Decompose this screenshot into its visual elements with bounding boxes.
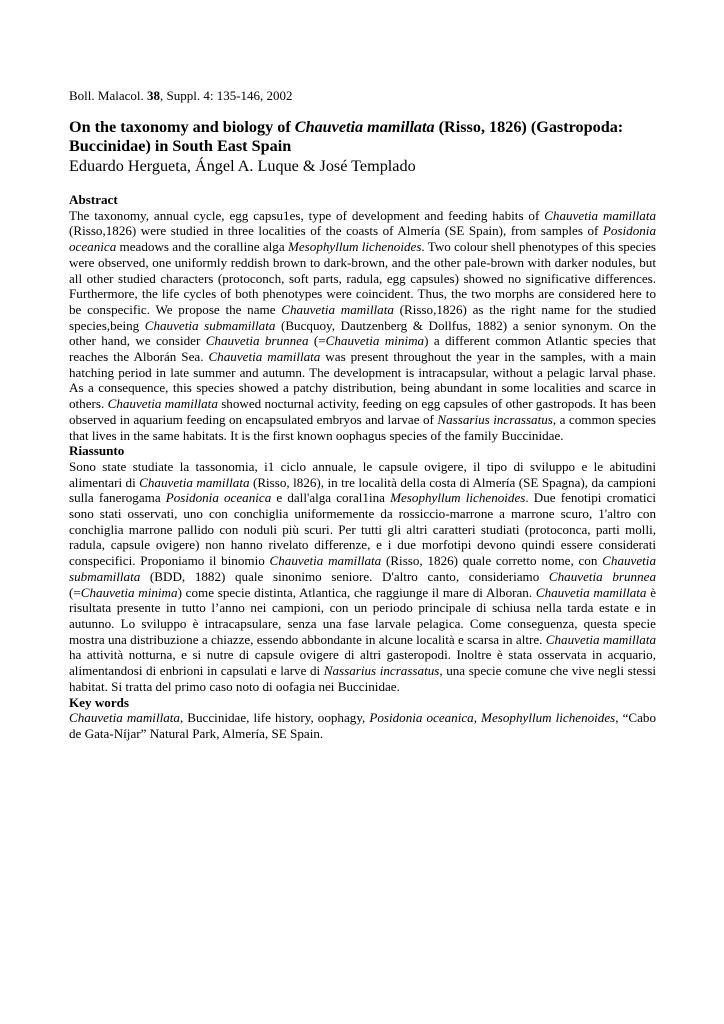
italic-term: Nassarius incrassatus — [437, 411, 553, 427]
citation-journal: Boll. Malacol. — [69, 88, 147, 103]
italic-term: Chauvetia mamillata — [269, 553, 382, 569]
text-run: meadows and the coralline alga — [116, 239, 288, 255]
italic-term: Mesophyllum lichenoides — [287, 239, 422, 255]
italic-term: Chauvetia mamillata — [139, 474, 250, 490]
text-run: è risultata presente in tutto l’anno nei campioni, con un periodo principale di schiusa nella tarda estate e in autunno. Lo sviluppo è intracapsulare, senza una fase larvale pelagica. Come conseguenza, questa specie mostra una distribuzione a chiazze, essendo abbondante in alcune località e scarsa in altre. — [69, 584, 657, 647]
text-run: . Two colour shell phenotypes of this species were observed, one uniformly reddish brown to dark-brown, and the other pale-brown with darker nodules, but all other studied characters (protoconch, soft parts, radula, egg capsules) showed no significative differences. Furthermore, the life cycles of both phenotypes were coincident. Thus, the two morphs are considered here to be conspecific. We propose the name — [69, 239, 656, 317]
text-run: , Buccinidae, life history, oophagy, — [179, 710, 370, 726]
paper-authors: Eduardo Hergueta, Ángel A. Luque & José Templado — [69, 157, 416, 175]
keywords-heading: Key words — [69, 694, 130, 710]
text-run: (Risso,1826) were studied in three localities of the coasts of Almería (SE Spain), from samples of — [69, 223, 603, 239]
paper-title — [69, 118, 659, 156]
italic-term: Chauvetia mamillata — [544, 207, 657, 223]
riassunto-heading: Riassunto — [69, 443, 125, 459]
text-run: (Bucquoy, Dautzenberg & Dollfus, 1882) a senior synonym. On the other hand, we consider — [69, 317, 657, 349]
text-run: was present throughout the year in the samples, with a main hatching period in late summer and autumn. The development is intracapsular, without a pelagic larval phase. As a consequence, this species showed a patchy distribution, being abundant in some localities and scarce in others. — [69, 349, 656, 412]
italic-term: Chauvetia minima — [325, 333, 425, 349]
italic-term: Chauvetia submamillata — [69, 553, 656, 584]
text-run: e dall'alga coral1ina — [271, 490, 391, 506]
abstract-text — [69, 208, 656, 444]
text-run: una specie comune che vive negli stessi habitat. Si tratta del primo caso noto di oofagia nei Buccinidae. — [69, 663, 656, 694]
text-run: showed nocturnal activity, feeding on egg capsules of other gastropods. It has been observed in aquarium feeding on encapsulated embryos and larvae of — [69, 396, 656, 427]
text-run: On the taxonomy and biology of — [69, 118, 295, 136]
italic-term: Chauvetia mamillata — [69, 710, 180, 726]
text-run: (Risso, 1826) (Gastropoda: Buccinidae) in South East Spain — [69, 118, 624, 155]
text-run: (= — [308, 333, 326, 349]
text-run: (BDD, 1882) quale sinonimo seniore. D'altro canto, consideriamo — [140, 568, 549, 584]
citation-volume: 38 — [147, 88, 160, 103]
text-run: ) come specie distinta, Atlantica, che raggiunge il mare di Alboran. — [177, 584, 536, 600]
italic-term: Chauvetia mamillata — [107, 396, 218, 412]
italic-term: Chauvetia mamillata — [294, 118, 435, 136]
italic-term: Mesophyllum lichenoides — [390, 490, 526, 506]
italic-term: Chauvetia mamillata — [545, 631, 656, 647]
italic-term: Chauvetia mamillata — [281, 301, 394, 317]
citation-pages-year: , Suppl. 4: 135-146, 2002 — [160, 88, 293, 103]
text-run: , — [473, 710, 482, 726]
abstract-heading: Abstract — [69, 192, 118, 207]
italic-term: Chauvetia brunnea — [205, 333, 309, 349]
text-run: (Risso, l826), in tre località della costa di Almería (SE Spagna), da campioni sulla fanerogama — [69, 474, 657, 506]
italic-term: Chauvetia mamillata — [535, 584, 647, 600]
italic-term: Posidonia oceanica — [369, 710, 474, 726]
text-run: . Due fenotipi cromatici sono stati osservati, uno con conchiglia uniformemente da rossiccio-marrone a marrone scuro, 1'altro con conchiglia marrone pallido con noduli più scuri. Per tutti gli altri caratteri studiati (protoconca, parti molli, radula, capsule ovigere) non hanno rivelato differenze, e i due morfotipi devono quindi essere considerati conspecifici. Proponiamo il binomio — [69, 490, 657, 569]
italic-term: Chauvetia submamillata — [144, 317, 276, 333]
text-run: (= — [69, 584, 81, 600]
italic-term: Chauvetia minima — [80, 584, 178, 600]
text-run: ) a different common Atlantic species that reaches the Alborán Sea. — [69, 333, 656, 365]
italic-term: Chauvetia brunnea — [548, 568, 656, 584]
paper-body — [69, 192, 656, 742]
keywords-section — [69, 695, 656, 742]
text-run: The taxonomy, annual cycle, egg capsu1es, type of development and feeding habits of — [69, 207, 545, 223]
abstract-section — [69, 192, 656, 443]
riassunto-section — [69, 443, 656, 694]
riassunto-text — [69, 459, 656, 695]
text-run: (Risso,1826) as the right name for the studied species,being — [69, 301, 656, 333]
journal-citation — [69, 88, 293, 104]
italic-term: Mesophyllum lichenoides — [481, 710, 616, 726]
italic-term: Chauvetia mamillata — [208, 349, 321, 365]
italic-term: Nassarius incrassatus, — [323, 663, 443, 679]
italic-term: Posidonia oceanica — [165, 490, 272, 506]
text-run: , a common species that lives in the same habitats. It is the first known oophagus species of the family Buccinidae. — [69, 411, 656, 443]
italic-term: Posidonia oceanica — [69, 223, 656, 255]
text-run: (Risso, 1826) quale corretto nome, con — [381, 553, 603, 569]
text-run: , “Cabo de Gata-Níjar” Natural Park, Almería, SE Spain. — [69, 710, 657, 741]
text-run: Sono state studiate la tassonomia, i1 ciclo annuale, le capsule ovigere, il tipo di sviluppo e le abitudini alimentari di — [69, 458, 656, 490]
keywords-text — [69, 710, 656, 741]
text-run: ha attività notturna, e si nutre di capsule ovigere di altri gasteropodi. Inoltre è stata osservata in acquario, alimentandosi di enbrioni in capsulati e larve di — [69, 647, 656, 679]
